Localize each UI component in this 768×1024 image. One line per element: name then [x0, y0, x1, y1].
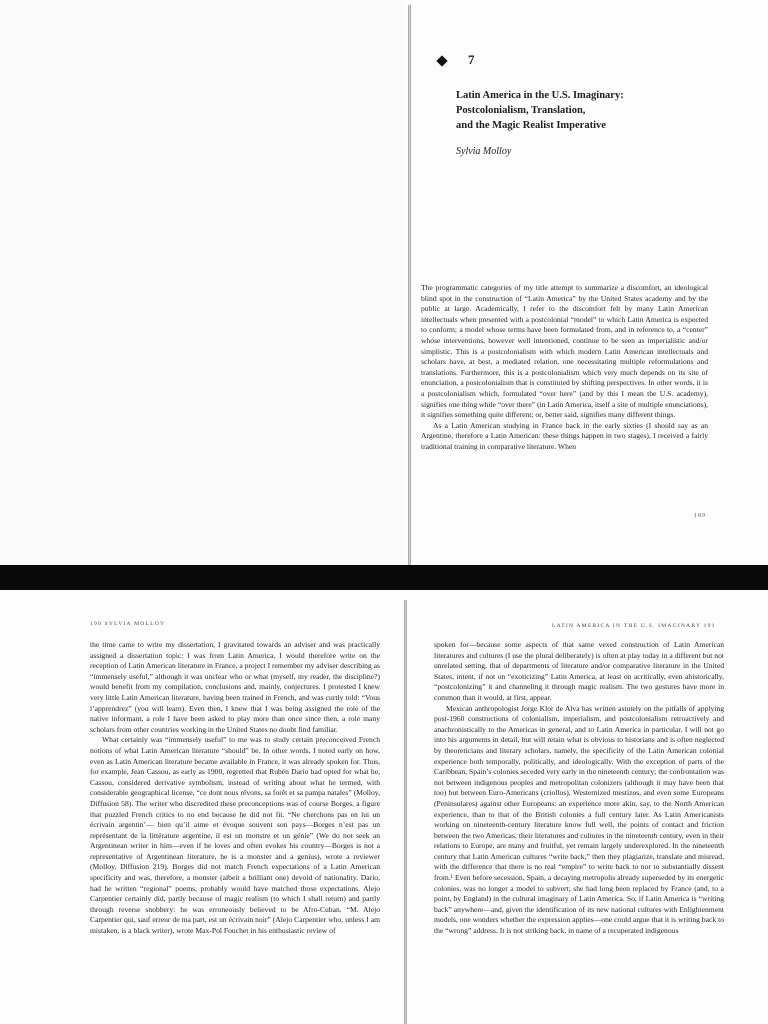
body-text-right-page — [434, 640, 724, 937]
page-number: 189 — [694, 513, 706, 519]
paragraph: As a Latin American studying in France back in the early sixties (I should say as an Argentine, therefore a Latin American: these things happen in two stages), I received a fairly traditional training in comparative literature. When — [421, 420, 708, 451]
book-gutter — [404, 600, 407, 1024]
paragraph: the time came to write my dissertation, I gravitated towards an adviser and was practically assigned a dissertation topic: I was from Latin America, I would therefore write on the reception of Latin American literature in France, a project I remember my adviser describing as “immensely useful,” although it was unclear who or what (myself, my reader, the discipline?) would benefit from my compilation, conclusions and, mainly, conjectures. I protested I knew very little Latin American literature, having been trained in French, and was curtly told: “Vous l’apprendrez” (you will learn). Even then, I knew that I was being assigned the role of the native informant, a role I have been asked to play more than once since then, a role many scholars from other countries working in the United States no doubt find familiar. — [90, 640, 380, 734]
chapter-title-line: and the Magic Realist Imperative — [456, 120, 606, 131]
lower-spread-scan — [0, 590, 768, 1024]
blank-facing-page — [0, 0, 405, 565]
running-head-left: 190 SYLVIA MOLLOY — [90, 621, 166, 627]
running-head-right: LATIN AMERICA IN THE U.S. IMAGINARY 191 — [552, 623, 716, 629]
paragraph: spoken for—because some aspects of that same vexed construction of Latin American literatures and cultures (I use the plural deliberately) is often at play today in a different but not unrelated setting, that of departments of literature and/or comparative literature in the United States, intent, if not on “exoticizing” Latin America, at least on acritically, even ahistorically, “postcolonizing” it and channeling it through magic realism. The two gestures have more in common than it would, at first, appear. — [434, 640, 724, 702]
chapter-title-line: Latin America in the U.S. Imaginary: — [456, 90, 624, 101]
book-gutter — [408, 5, 411, 565]
scan-divider — [0, 565, 768, 590]
paragraph: The programmatic categories of my title attempt to summarize a discomfort, an ideological blind spot in the construction of “Latin America” by the United States academy and by the public at large. Academically, I refer to the discomfort felt by many Latin American intellectuals when presented with a postcolonial “model” to which Latin America is expected to conform; a model whose terms have been formulated from, and in reference to, a “center” whose interventions, however well intentioned, continue to be seen as imperialistic and/or simplistic. This is a postcolonialism with which modern Latin American intellectuals and scholars have, at best, a mediated relation, one necessitating multiple reformulations and translations. Furthermore, this is a postcolonialism which very much depends on its site of enunciation, a postcolonialism that is constituted by shifting perspectives. In other words, it is a postcolonialism which, formulated “over here” (and by this I mean the U.S. academy), signifies one thing while “over there” (in Latin America, itself a site of multiple enunciations), it signifies something quite different; or, better said, signifies many different things. — [421, 283, 708, 420]
chapter-title-line: Postcolonialism, Translation, — [456, 105, 586, 116]
body-text-left-page — [90, 640, 380, 937]
author-name: Sylvia Molloy — [456, 146, 512, 157]
paragraph: Mexican anthropologist Jorge Klor de Alva has written astutely on the pitfalls of applying post-1960 constructions of colonialism, imperialism, and postcolonialism retroactively and anachronistically to the Americas in general, and to Latin America in particular. I will not go into his arguments in detail, but will retain what is obvious to historians and is often neglected by theoreticians and literary scholars, namely, the specificity of the Latin American colonial experience both temporally, politically, and ideologically. With the exception of parts of the Caribbean, Spain’s colonies seceded very early in the nineteenth century; the confrontation was not between indigenous peoples and metropolitan colonizers (although it may have been that too) but between Euro-Americans (criollos), Westernized mestizos, and even some Europeans (Peninsulares) against other Europeans: an experience more akin, say, to the North American experience, than to that of the British colonies a full century later. As Latin Americanists working on nineteenth-century literature know full well, the points of contact and friction between the two Americas, their literatures and cultures in the nineteenth century, even in their relations to Europe, are many and fruitful, yet remain largely underexplored. In the nineteenth century that Latin American cultures “write back,” then they plagiarize, translate and misread, with the difference that there is no real “empire” to write back to nor to substantially dissent from.¹ Even before secession, Spain, a decaying metropolis already superseded by its energetic colonies, was no longer a model to subvert; she had long been replaced by France (and, to a point, by England) in the cultural imaginary of Latin America. So, if Latin America is “writing back” anywhere—and, given the identification of its new national cultures with Enlightenment models, one wonders whether the expression applies—one could argue that it is writing back to the “wrong” address. It is not striking back, in name of a recuperated indigenous — [434, 703, 724, 936]
chapter-title — [456, 88, 716, 133]
paragraph: What certainly was “immensely useful” to me was to study certain preconceived French notions of what Latin American literature “should” be. In other words, I noted early on how, even as Latin American literature became available in France, it was already spoken for. Thus, for example, Jean Cassou, as early as 1900, regretted that Rubén Darío had opted for what he, Cassou, considered derivative symbolism, instead of writing about what he termed, with considerable geographical license, “ce dont nous rêvons, sa forêt et sa pampa natales” (Molloy, Diffusion 58). The writer who discredited these preconceptions was of course Borges, a figure that puzzled French critics to no end because he did not fit. “Ne cherchons pas en lui un écrivain argentin’— bien qu’il aime et évoque souvent son pays—Borges n’est pas un représentant de la littérature argentine, il est un monstre et un génie” (We do not seek an Argentinean writer in him—even if he loves and often evokes his country—Borges is not a representative of Argentinean literature, he is a monster and a genius), wrote a reviewer (Molloy, Diffusion 219). Borges did not match French expectations of a Latin American specificity and was, therefore, a monster (albeit a brilliant one) devoid of nationality. Darío, had he written “regional” poems, probably would have matched those expectations. Alejo Carpentier certainly did, partly because of magic realism (to which I shall return) and partly through reverse snobbery: he was erroneously believed to be Afro-Cuban. “M. Alejo Carpentier qui, sauf erreur de ma part, est un écrivain noir” (Alejo Carpentier who, unless I am mistaken, is a black writer), wrote Max-Pol Fouchet in his enthusiastic review of — [90, 735, 380, 936]
diamond-ornament-icon — [436, 55, 447, 66]
body-text — [421, 283, 708, 453]
chapter-number: 7 — [468, 52, 475, 67]
